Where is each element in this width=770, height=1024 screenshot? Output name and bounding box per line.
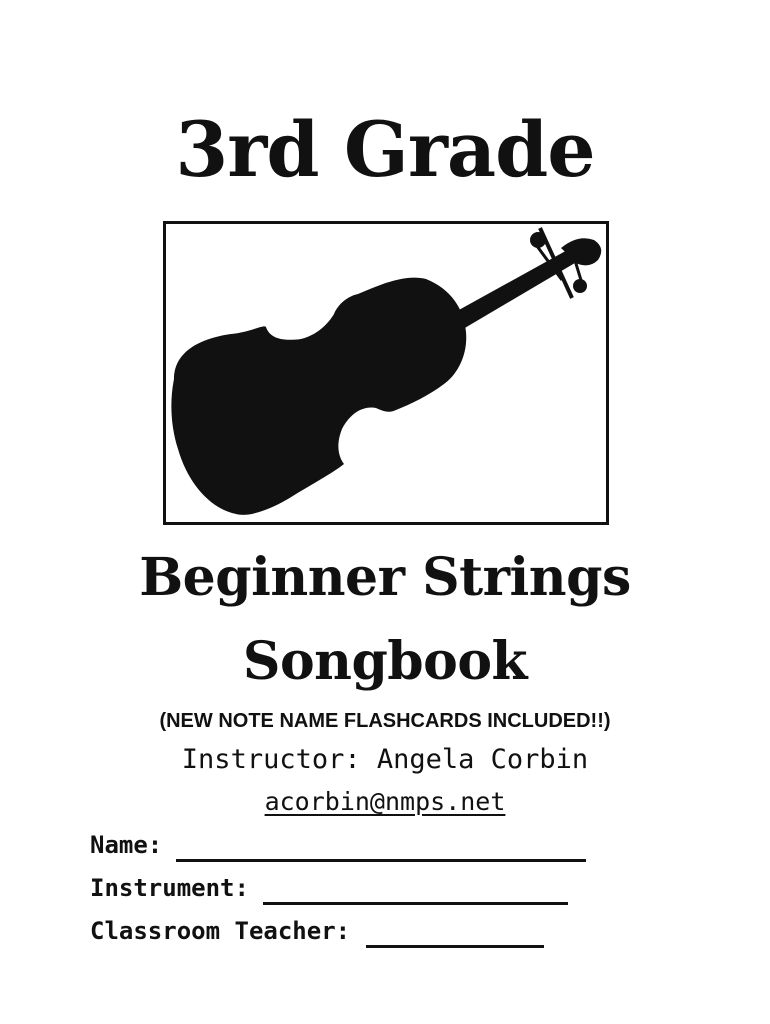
violin-silhouette-icon: [166, 224, 606, 522]
email-link[interactable]: acorbin@nmps.net: [264, 787, 506, 816]
instrument-field: [90, 871, 568, 905]
flashcards-note: (NEW NOTE NAME FLASHCARDS INCLUDED!!): [159, 710, 611, 732]
name-label: Name:: [90, 831, 163, 859]
instrument-blank-line: [263, 880, 568, 905]
instructor-email: [0, 783, 770, 821]
name-blank-line: [176, 837, 586, 862]
songbook-title-line2: Songbook: [242, 631, 528, 692]
violin-image-frame: [163, 221, 609, 525]
name-field: [90, 828, 586, 862]
instrument-label: Instrument:: [90, 874, 249, 902]
songbook-title-line1: Beginner Strings: [139, 547, 631, 608]
page-title: 3rd Grade: [175, 105, 595, 194]
classroom-teacher-label: Classroom Teacher:: [90, 917, 351, 945]
instructor-name: Instructor: Angela Corbin: [181, 744, 589, 775]
classroom-teacher-blank-line: [366, 923, 544, 948]
classroom-teacher-field: [90, 914, 544, 948]
